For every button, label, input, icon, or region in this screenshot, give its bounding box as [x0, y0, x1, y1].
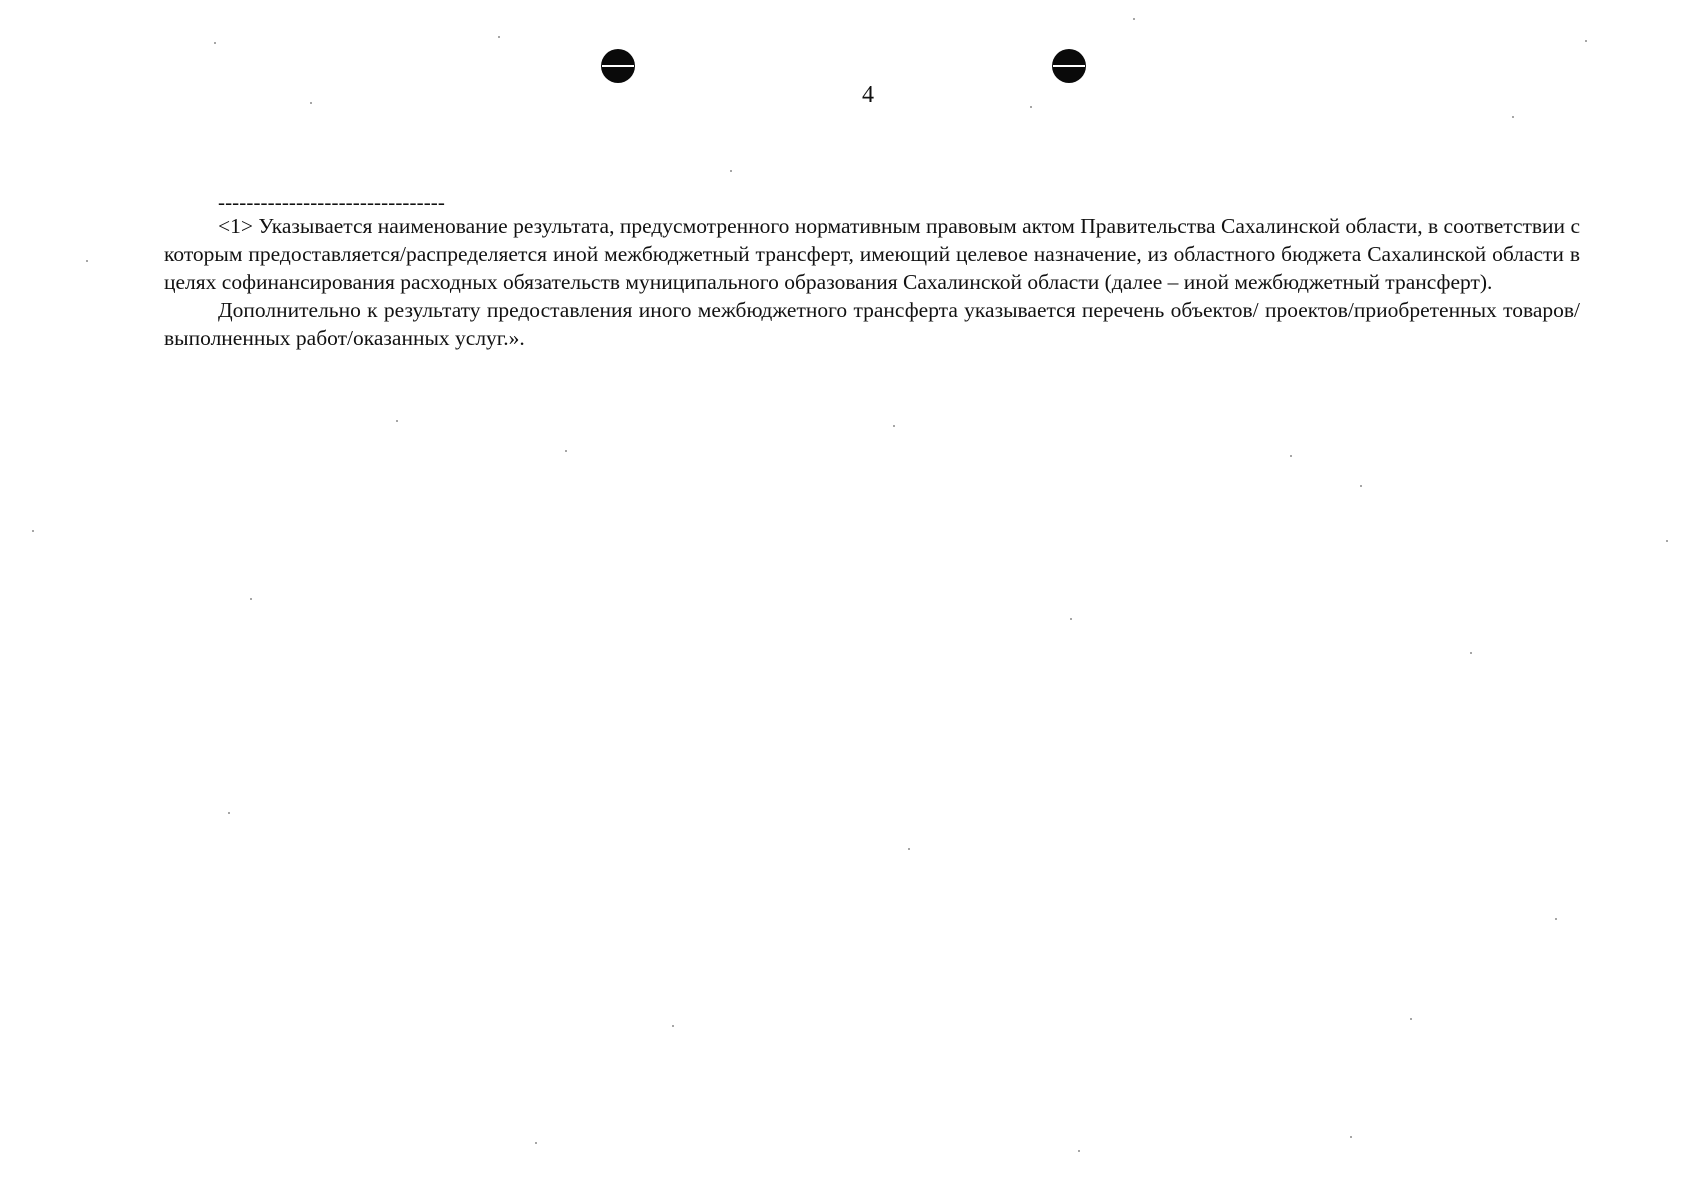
footnote-paragraph: Дополнительно к результату предоставления иного межбюджетного трансферта указывается перечень объектов/ проектов/приобретенных товаров/выполненных работ/оказанных услуг.». [164, 298, 1580, 350]
binder-hole-left [601, 49, 635, 83]
footnote-paragraph: <1> Указывается наименование результата, предусмотренного нормативным правовым актом Правительства Сахалинской области, в соответствии с которым предоставляется/распределяется иной межбюджетный трансферт, имеющий целевое назначение, из областного бюджета Сахалинской области в целях софинансирования расходных обязательств муниципального образования Сахалинской области (далее – иной межбюджетный трансферт). [164, 214, 1580, 294]
binder-hole-right [1052, 49, 1086, 83]
page-number: 4 [862, 82, 874, 108]
footnote-separator: -------------------------------- [218, 190, 445, 214]
footnote-block [164, 212, 1580, 352]
